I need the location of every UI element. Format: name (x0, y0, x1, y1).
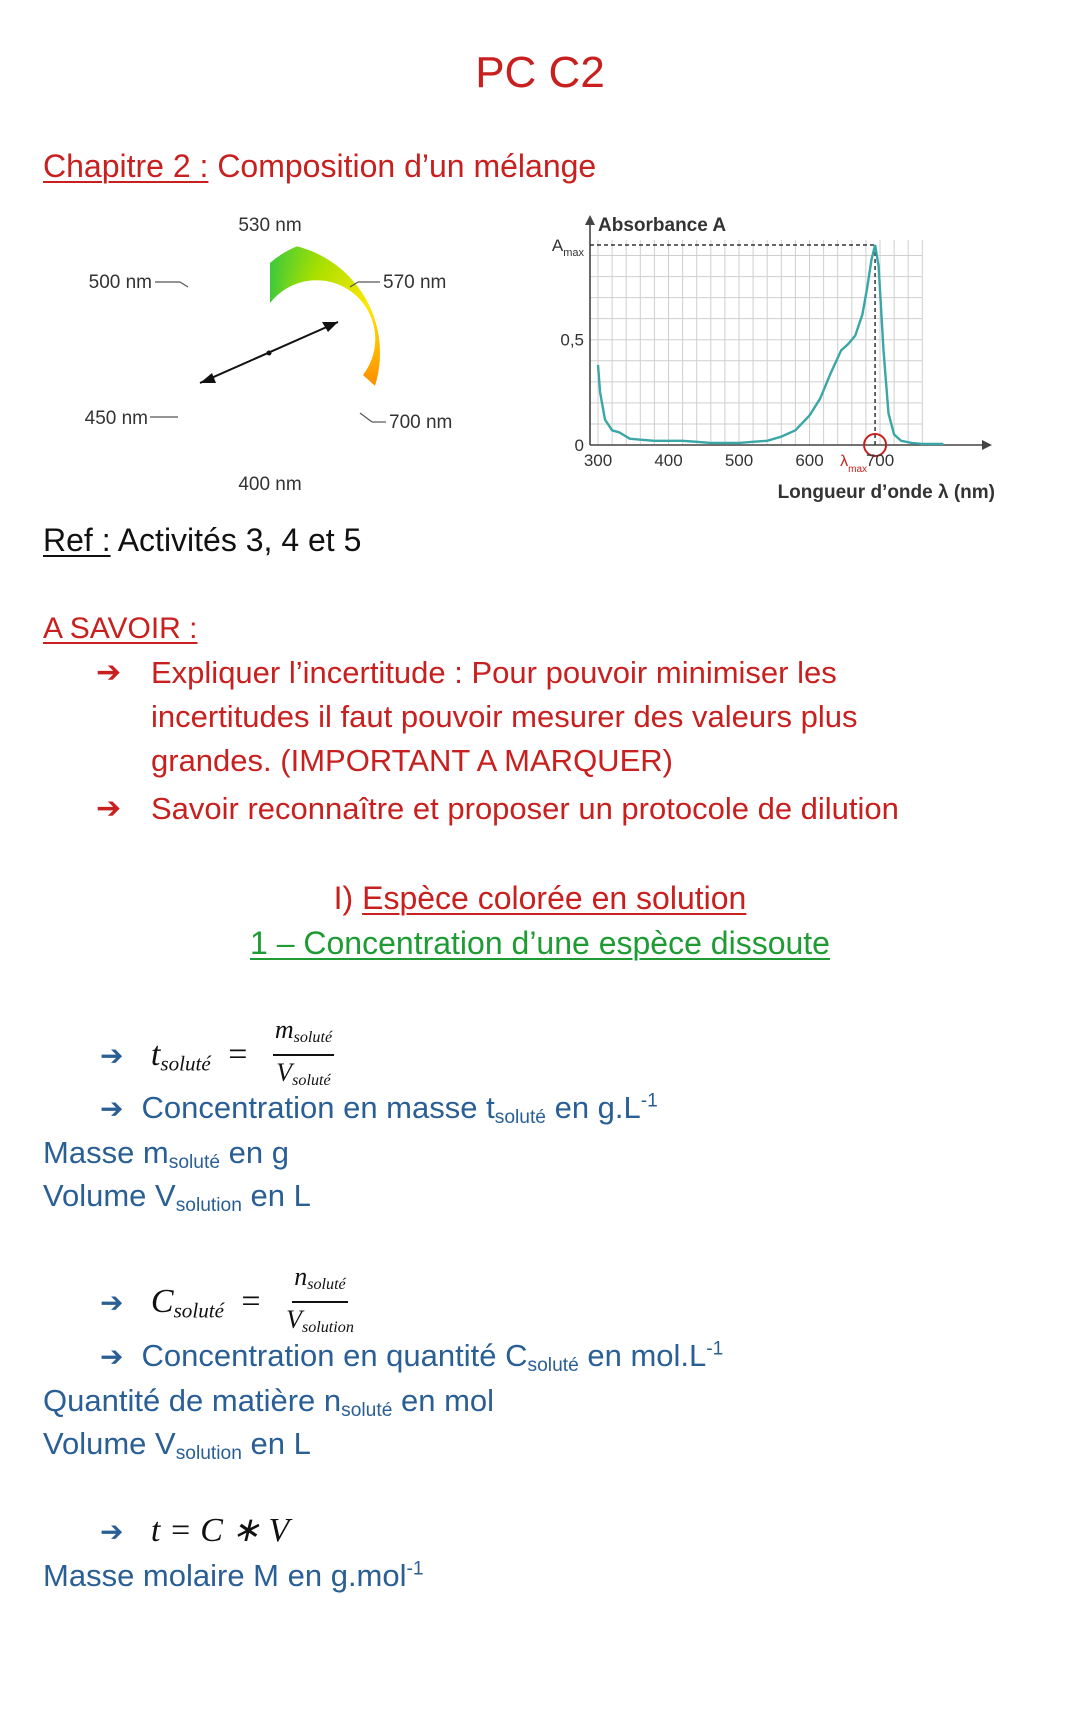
x-axis-label: Longueur d’onde λ (nm) (777, 482, 995, 503)
wheel-segment (258, 243, 270, 353)
right-arrow-icon: ➔ (100, 1516, 124, 1547)
formula2-description: ➔ Concentration en quantité $C_{soluté}$ en $mol.L^{-1}$ (100, 1338, 724, 1376)
wheel-segment (160, 345, 270, 353)
wheel-segment (270, 353, 301, 460)
wheel-segment (160, 349, 270, 354)
wheel-segment (199, 353, 270, 440)
wheel-segment (270, 353, 374, 395)
formula3-expression: t = C ∗ V (150, 1512, 290, 1549)
wheel-segment (270, 353, 380, 361)
asavoir-item-2 (96, 787, 996, 831)
right-arrow-icon: ➔ (100, 1039, 124, 1071)
wheel-segment (270, 353, 312, 457)
wheel-label-450: 450 nm (84, 408, 148, 429)
x-tick-label: 500 (724, 451, 754, 470)
wheel-segment (266, 353, 271, 463)
wheel-segment (161, 333, 270, 353)
wheel-segment (162, 326, 270, 353)
wheel-segment (185, 279, 270, 353)
wheel-segment (270, 326, 378, 353)
formula1-description: ➔ Concentration en masse $t_{soluté}$ en $g.L^{-1}$ (100, 1090, 658, 1128)
wheel-segment (250, 244, 270, 353)
wheel-segment (169, 304, 270, 353)
right-arrow-icon: ➔ (100, 1093, 124, 1124)
wheel-segment (247, 353, 270, 461)
reference-line (43, 522, 361, 559)
wheel-segment (235, 353, 270, 459)
wheel-segment (270, 353, 319, 454)
wheel-segment (254, 244, 270, 353)
wheel-label-700: 700 nm (389, 412, 453, 433)
asavoir-heading: A SAVOIR : (43, 612, 198, 645)
wheel-segment (181, 353, 270, 421)
wheel-segment (211, 353, 270, 449)
wheel-segment (193, 353, 270, 435)
page-title: PC C2 (475, 48, 605, 97)
wheel-label-400: 400 nm (238, 474, 302, 495)
x-axis-arrow (982, 440, 992, 450)
y-axis-label: Absorbance A (598, 215, 727, 236)
wheel-segment (270, 353, 308, 458)
formula1-lhs: $t_{soluté}$ (150, 1035, 211, 1075)
wheel-segment (176, 353, 270, 415)
wheel-segment (270, 349, 380, 354)
wheel-segment (178, 353, 270, 418)
subsection-title: 1 – Concentration d’une espèce dissoute (250, 925, 830, 961)
formula2-line-quantity: Quantité de matière $n_{soluté}$ en mol (43, 1383, 495, 1421)
wheel-segment (218, 254, 270, 353)
wheel-segment (232, 248, 270, 353)
wheel-segment (161, 353, 270, 369)
wheel-segment (262, 243, 270, 353)
wheel-segment (196, 268, 270, 353)
wheel-segment (270, 353, 380, 365)
wheel-segment (270, 353, 335, 445)
wheel-segment (262, 353, 270, 463)
wheel-segment (185, 353, 270, 427)
wheel-arrow-head-1 (200, 373, 216, 383)
wheel-segment (270, 288, 362, 353)
formula3-line-molar-mass: Masse molaire M en g.mol$^{-1}$ (43, 1558, 424, 1593)
wheel-segment (270, 352, 380, 357)
wheel-segment (270, 353, 344, 438)
section-title-text: I) Espèce colorée en solution (333, 880, 747, 916)
wheel-segment (162, 353, 270, 376)
right-arrow-icon: ➔ (96, 792, 122, 825)
wheel-segment (270, 318, 376, 353)
wheel-segment (174, 294, 270, 353)
right-arrow-icon: ➔ (100, 1341, 124, 1372)
wheel-segment (270, 353, 379, 369)
wheel-segment (165, 315, 270, 353)
wheel-segment (193, 271, 270, 353)
formula-molar-concentration: ➔ $C_{soluté}$ = $\frac{n_{soluté}}{V_{solution}}$ (100, 1262, 354, 1343)
wheel-segment (208, 353, 270, 447)
wheel-segment (188, 353, 270, 430)
formula-t-equals-cv (100, 1510, 289, 1550)
wheel-segment (270, 353, 367, 408)
wheel-segment (196, 353, 270, 438)
asavoir-item-text: Expliquer l’incertitude : Pour pouvoir minimiser les incertitudes il faut pouvoir mesurer des valeurs plus grandes. (IMPORTANT A MARQUER) (151, 655, 858, 778)
wheel-segment (270, 353, 350, 433)
wheel-segment (270, 353, 369, 405)
wheel-segment (164, 318, 270, 353)
wheel-segment (270, 353, 364, 415)
amax-dashed-guides (590, 245, 875, 445)
wheel-segment (270, 353, 341, 440)
wheel-segment (270, 353, 379, 373)
wheel-segment (243, 353, 270, 461)
wheel-segment (169, 353, 270, 402)
wheel-segment (270, 353, 378, 376)
wheel-segment (270, 282, 357, 353)
wheel-segment (270, 353, 371, 402)
wheel-segment (239, 353, 270, 460)
wheel-center-dot (267, 351, 272, 356)
wheel-segment (163, 353, 270, 384)
wheel-segment (190, 273, 270, 353)
wheel-segment (171, 301, 270, 353)
wheel-segment (270, 353, 352, 430)
wheel-segment (270, 353, 362, 418)
leader-500b (180, 282, 188, 287)
wheel-label-570: 570 nm (383, 272, 447, 293)
wheel-segment (173, 353, 270, 408)
formula1-line-volume: Volume $V_{solution}$ en L (43, 1178, 311, 1216)
y-tick-label: 0 (574, 436, 584, 455)
asavoir-item-text: Savoir reconnaître et proposer un protocole de dilution (151, 791, 899, 826)
wheel-segment (270, 353, 305, 459)
wheel-segment (270, 330, 378, 353)
wheel-segment (270, 353, 315, 455)
wheel-segment (270, 353, 347, 435)
wheel-segment (270, 353, 293, 461)
chapter-label: Chapitre 2 : (43, 148, 209, 184)
wheel-segment (270, 353, 378, 380)
wheel-segment (202, 264, 270, 353)
wheel-segment (270, 322, 377, 353)
formula1-line-mass: Masse $m_{soluté}$ en g (43, 1135, 289, 1173)
wheel-segment (270, 353, 290, 462)
right-arrow-icon: ➔ (96, 656, 122, 689)
wheel-segment (173, 298, 270, 353)
wheel-label-500: 500 nm (88, 272, 152, 293)
wheel-segment (166, 311, 270, 353)
wheel-segment (270, 353, 377, 384)
wheel-segment (270, 291, 364, 353)
wheel-segment (178, 288, 270, 353)
wheel-segment (270, 333, 379, 353)
wheel-label-530: 530 nm (238, 215, 302, 236)
wheel-segment (161, 337, 270, 353)
wheel-segment (270, 345, 380, 353)
y-axis-arrow (585, 215, 595, 225)
wheel-segment (215, 256, 270, 353)
wheel-segment (235, 247, 270, 353)
wheel-segment (218, 353, 270, 452)
wheel-segment (168, 308, 270, 353)
wheel-segment (181, 285, 270, 353)
formula-mass-concentration: ➔ $t_{soluté}$ = $\frac{m_{soluté}}{V_{soluté}}$ (100, 1015, 334, 1096)
wheel-segment (254, 353, 270, 462)
wheel-segment (270, 311, 374, 353)
formula2-lhs: $C_{soluté}$ (150, 1282, 224, 1322)
x-tick-label: 300 (583, 451, 613, 470)
section-title (0, 880, 1080, 917)
wheel-segment (190, 353, 270, 433)
wheel-segment (221, 252, 270, 353)
wheel-segment (270, 353, 338, 442)
wheel-segment (161, 353, 270, 373)
wheel-segment (221, 353, 270, 454)
color-wheel-figure (60, 205, 480, 505)
wheel-segment (270, 341, 380, 353)
wheel-segment (171, 353, 270, 405)
absorbance-spectrum-chart (530, 210, 1000, 510)
wheel-segment (270, 285, 359, 353)
asavoir-item-1 (96, 651, 976, 783)
wheel-segment (270, 353, 282, 463)
wheel-segment (188, 276, 270, 353)
wheel-segment (270, 353, 286, 462)
wheel-segment (270, 353, 278, 463)
chapter-heading (43, 148, 596, 185)
wheel-segment (258, 353, 270, 463)
wheel-segment (174, 353, 270, 412)
wheel-segment (205, 261, 270, 353)
wheel-segment (239, 246, 270, 353)
wheel-segment (270, 353, 355, 427)
wheel-segment (208, 259, 270, 353)
wheel-segment (247, 245, 270, 353)
right-arrow-icon: ➔ (100, 1286, 124, 1318)
wheel-segment (270, 353, 375, 391)
y-tick-label: $A_{max}$ (551, 236, 584, 259)
formula2-fraction: $\frac{n_{soluté}}{V_{solution}}$ (286, 1262, 354, 1337)
wheel-segment (270, 353, 297, 461)
formula2-line-volume: Volume $V_{solution}$ en L (43, 1426, 311, 1464)
wheel-segment (270, 353, 376, 388)
wheel-segment (270, 353, 366, 412)
x-tick-label: 600 (795, 451, 824, 470)
wheel-segment (270, 315, 375, 353)
wheel-segment (176, 291, 270, 353)
wheel-segment (270, 294, 366, 353)
lambda-max-label: $\lambda_{max}$ (840, 453, 868, 475)
wheel-segment (225, 251, 270, 353)
wheel-segment (183, 282, 270, 353)
wheel-segment (183, 353, 270, 424)
x-tick-label: 700 (865, 451, 895, 470)
wheel-segment (250, 353, 270, 462)
chart-grid (590, 240, 922, 445)
section-title-underlined: Espèce colorée en solution (362, 880, 747, 916)
wheel-segment (228, 249, 270, 353)
wheel-segment (243, 245, 270, 353)
wheel-segment (270, 353, 372, 398)
wheel-segment (266, 243, 271, 353)
wheel-segment (160, 352, 270, 357)
ref-text: Activités 3, 4 et 5 (110, 522, 362, 558)
absorbance-curve (598, 245, 943, 444)
chapter-text: Composition d’un mélange (208, 148, 597, 184)
wheel-segment (211, 257, 270, 353)
wheel-segment (199, 266, 270, 353)
wheel-segment (163, 322, 270, 353)
x-tick-label: 400 (654, 451, 683, 470)
leader-700 (360, 413, 372, 422)
wheel-segment (270, 353, 359, 421)
wheel-segment (160, 341, 270, 353)
y-tick-label: 0,5 (560, 330, 584, 350)
formula1-fraction: $\frac{m_{soluté}}{V_{soluté}}$ (274, 1015, 333, 1090)
wheel-segment (232, 353, 270, 458)
ref-label: Ref : (43, 522, 111, 558)
wheel-segment (269, 353, 274, 463)
wheel-segment (162, 330, 270, 353)
wheel-segment (270, 353, 357, 424)
wheel-segment (215, 353, 270, 450)
